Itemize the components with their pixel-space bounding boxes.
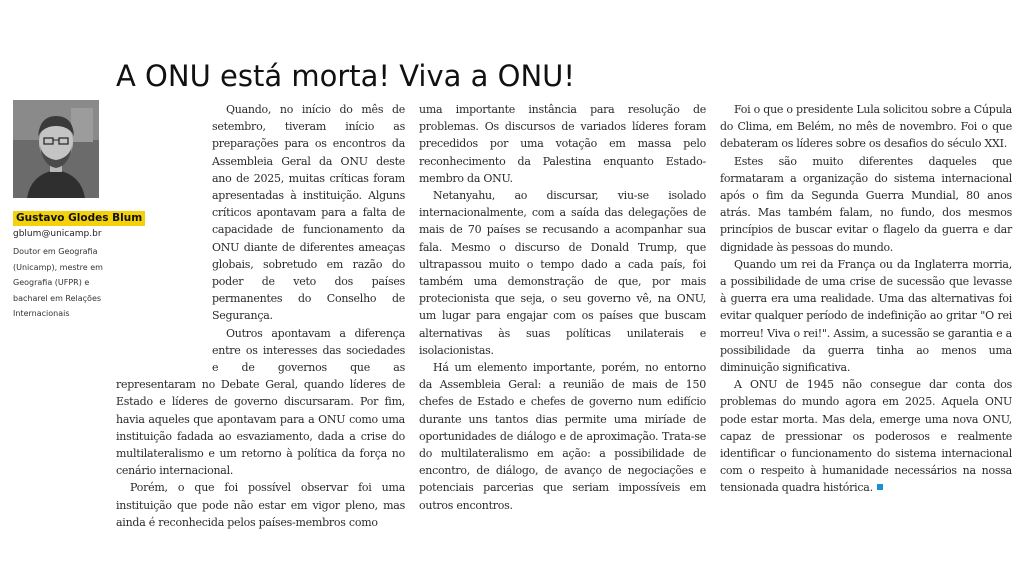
- paragraph: Estes são muito diferentes daqueles que formataram a organização do sistema internacional após o fim da Segunda Guerra Mundial, 80 anos atrás. Mas também falam, no fundo, dos mesmos princípios de buscar evitar o flagelo da guerra e dar dignidade às pessoas do mundo.: [720, 154, 1012, 254]
- text-wrap-spacer: [116, 204, 212, 372]
- paragraph: Foi o que o presidente Lula solicitou sobre a Cúpula do Clima, em Belém, no mês de novembro. Foi o que debateram os líderes sobre os desafios do século XXI.: [720, 103, 1012, 151]
- article-column-1: [116, 101, 405, 531]
- end-of-article-mark: [877, 484, 883, 490]
- article-headline: A ONU está morta! Viva a ONU!: [116, 59, 576, 93]
- paragraph: Quando um rei da França ou da Inglaterra morria, a possibilidade de uma crise de sucessão que levasse à guerra era uma realidade. Uma das alternativas foi evitar qualquer período de indefinição ao gritar "O rei morreu! Viva o rei!". Assim, a sucessão se garantia e a possibilidade da guerra tinha ao menos uma diminuição significativa.: [720, 257, 1012, 375]
- paragraph: Outros apontavam a diferença entre os interesses das sociedades e de governos que as representaram no Debate Geral, quando líderes de Estado e líderes de governo discursaram. Por fim, havia aqueles que apontavam para a ONU como uma instituição fadada ao esvaziamento, dada a crise do multilateralismo e um retorno à política da força no cenário internacional.: [116, 326, 405, 478]
- article-column-3: [720, 101, 1012, 497]
- paragraph: Há um elemento importante, porém, no entorno da Assembleia Geral: a reunião de mais de 150 chefes de Estado e chefes de governo num edifício durante uns tantos dias permite uma miríade de oportunidades de diálogo e de aproximação. Trata-se do multilateralismo em ação: a possibilidade de encontro, de diálogo, de avanço de negociações e potenciais parcerias que seriam impossíveis em outros encontros.: [419, 361, 706, 512]
- author-bio: Doutor em Geografia (Unicamp), mestre em Geografia (UFPR) e bacharel em Relações Internacionais: [13, 247, 103, 318]
- paragraph-text: A ONU de 1945 não consegue dar conta dos problemas do mundo agora em 2025. Aquela ONU pode estar morta. Mas dela, emerge uma nova ONU, capaz de pressionar os poderosos e realmente identificar o funcionamento do sistema internacional com o respeito à humanidade necessários na nossa tensionada quadra histórica.: [720, 378, 1012, 495]
- paragraph: Quando, no início do mês de setembro, tiveram início as preparações para os encontros da Assembleia Geral da ONU deste ano de 2025, muitas críticas foram apresentadas à instituição. Alguns críticos apontavam para a falta de capacidade de funcionamento da ONU diante de diferentes ameaças globais, sobretudo em razão do poder de veto dos países permanentes do Conselho de Segurança.: [212, 103, 405, 323]
- paragraph-last: [720, 376, 1012, 496]
- author-email[interactable]: gblum@unicamp.br: [13, 229, 102, 239]
- author-box: [13, 100, 143, 322]
- paragraph: uma importante instância para resolução de problemas. Os discursos de variados líderes foram precedidos por uma votação em massa pelo reconhecimento da Palestina enquanto Estado-membro da ONU.: [419, 103, 706, 185]
- article-column-2: [419, 101, 706, 514]
- author-name: Gustavo Glodes Blum: [13, 211, 145, 226]
- paragraph: Porém, o que foi possível observar foi uma instituição que pode não estar em vigor pleno, mas ainda é reconhecida pelos países-membros como: [116, 481, 405, 529]
- paragraph: Netanyahu, ao discursar, viu-se isolado internacionalmente, com a saída das delegações de mais de 70 países se recusando a acompanhar sua fala. Mesmo o discurso de Donald Trump, que ultrapassou muito o tempo dado a cada país, foi também uma demonstração de que, por mais protecionista que seja, o seu governo vê, na ONU, um lugar para engajar com os países que buscam alternativas às suas políticas unilaterais e isolacionistas.: [419, 189, 706, 357]
- author-photo: [13, 100, 99, 198]
